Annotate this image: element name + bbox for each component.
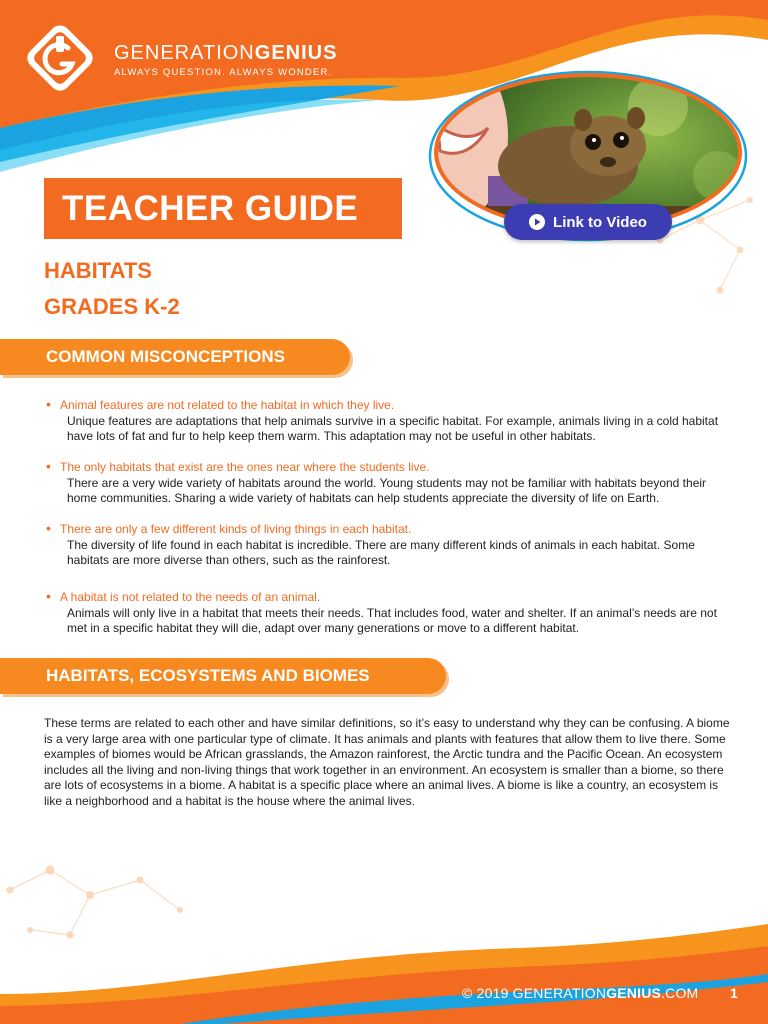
topic-title: HABITATS xyxy=(44,258,152,283)
habitats-paragraph: These terms are related to each other and have similar definitions, so it’s easy to understand why they can be confusing. A biome is a very large area with one particular type of climate. It has animals and plants with features that allow them to live there. Some examples of biomes would be African grasslands, the Amazon rainforest, the Arctic tundra and the Pacific Ocean. An ecosystem includes all the living and non-living things that work together in an environment. An ecosystem is smaller than a biome, so there are lots of ecosystems in a biome. A habitat is a specific place where an animal lives. A biome is like a country, an ecosystem is like a neighborhood and a habitat is the house where the animal lives. xyxy=(44,716,730,808)
play-icon xyxy=(529,214,545,230)
page-title: TEACHER GUIDE xyxy=(44,178,402,239)
brand-name: GENERATIONGENIUS xyxy=(114,42,338,64)
footer-wave-background xyxy=(0,924,768,1024)
footer-copyright: © 2019 GENERATIONGENIUS.COM xyxy=(462,985,699,1001)
link-to-video-button[interactable] xyxy=(504,204,672,240)
misconception-item: • A habitat is not related to the needs of an animal. Animals will only live in a habitat that meets their needs. That includes food, water and shelter. If an animal’s needs are not met in a specific habitat they will die, adapt over many generations or move to a different habitat. xyxy=(46,588,717,635)
brand-tagline: ALWAYS QUESTION. ALWAYS WONDER. xyxy=(114,67,333,78)
misconception-item: • There are only a few different kinds of living things in each habitat. The diversity of life found in each habitat is incredible. There are many different kinds of animals in each habitat. Some habitats are more diverse than others, such as the rainforest. xyxy=(46,520,695,567)
microscope-g-logo-icon[interactable] xyxy=(20,18,100,98)
misconception-item: • The only habitats that exist are the ones near where the students live. There are a very wide variety of habitats around the world. Young students may not be familiar with habitats beyond their home communities. Sharing a wide variety of habitats can help students appreciate the diversity of life on Earth. xyxy=(46,458,707,505)
misconception-item: • Animal features are not related to the habitat in which they live. Unique features are adaptations that help animals survive in a specific habitat. For example, animals living in a cold habitat have lots of fat and fur to help keep them warm. This adaptation may not be useful in other habitats. xyxy=(46,396,719,443)
bullet-icon: • xyxy=(46,588,51,604)
section-header-habitats-ecosystems-biomes: HABITATS, ECOSYSTEMS AND BIOMES xyxy=(0,658,446,694)
grade-level: GRADES K-2 xyxy=(44,294,180,319)
section-header-misconceptions: COMMON MISCONCEPTIONS xyxy=(0,339,350,375)
bullet-icon: • xyxy=(46,458,51,474)
bullet-icon: • xyxy=(46,520,51,536)
bullet-icon: • xyxy=(46,396,51,412)
page-number: 1 xyxy=(730,985,738,1001)
link-to-video-label: Link to Video xyxy=(553,213,647,231)
